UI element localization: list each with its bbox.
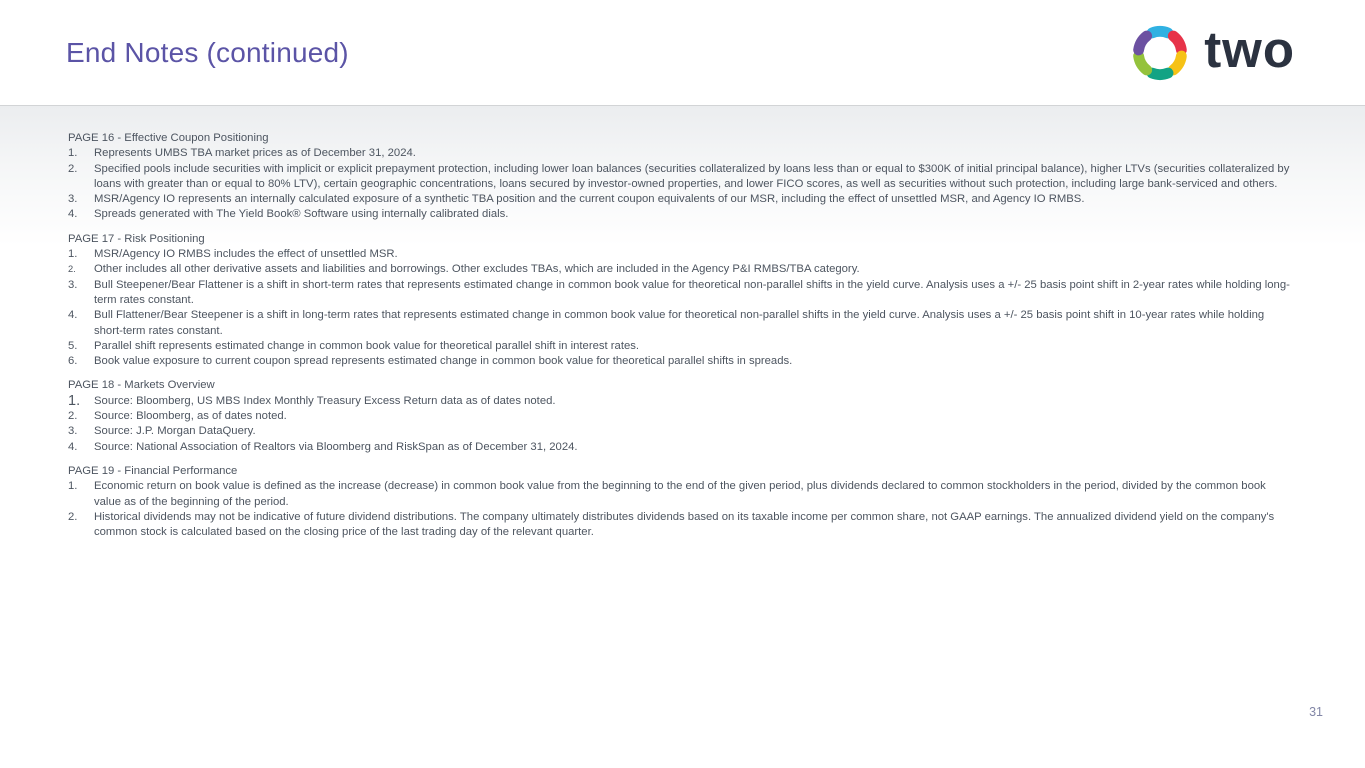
section-page-16 xyxy=(68,131,1293,223)
note-item xyxy=(68,354,1293,369)
note-item xyxy=(68,262,1293,277)
logo-wordmark: two xyxy=(1204,21,1295,78)
company-logo xyxy=(1124,17,1295,89)
slide-header xyxy=(0,0,1365,105)
note-text: Other includes all other derivative assets and liabilities and borrowings. Other excludes TBAs, which are included in the Agency P&I RMBS/TBA category. xyxy=(94,263,860,276)
note-item xyxy=(68,394,1293,409)
section-heading: PAGE 19 - Financial Performance xyxy=(68,464,238,477)
note-number: 2. xyxy=(68,264,76,275)
note-number: 1. xyxy=(68,147,78,160)
note-item xyxy=(68,162,1293,193)
note-item xyxy=(68,409,1293,424)
note-number: 1. xyxy=(68,248,78,261)
note-number: 4. xyxy=(68,309,78,322)
pinwheel-logo-icon xyxy=(1124,17,1196,89)
note-text: Source: Bloomberg, as of dates noted. xyxy=(94,410,287,423)
note-item xyxy=(68,247,1293,262)
note-item xyxy=(68,278,1293,309)
note-text: Spreads generated with The Yield Book® Software using internally calibrated dials. xyxy=(94,208,509,221)
note-text: Bull Flattener/Bear Steepener is a shift in long-term rates that represents estimated change in common book value for theoretical non-parallel shifts in the yield curve. Analysis uses a +/- 25 basis point shift in 10-year rates while holding short-term rates constant. xyxy=(94,309,1265,337)
note-item xyxy=(68,440,1293,455)
note-item xyxy=(68,192,1293,207)
note-number: 2. xyxy=(68,410,78,423)
section-heading: PAGE 17 - Risk Positioning xyxy=(68,232,205,245)
section-heading: PAGE 18 - Markets Overview xyxy=(68,379,215,392)
note-item xyxy=(68,479,1293,510)
note-text: Source: J.P. Morgan DataQuery. xyxy=(94,425,256,438)
note-item xyxy=(68,308,1293,339)
note-text: Bull Steepener/Bear Flattener is a shift in short-term rates that represents estimated change in common book value for theoretical non-parallel shifts in the yield curve. Analysis uses a +/- 25 basis point shift in 2-year rates while holding long-term rates constant. xyxy=(94,278,1290,306)
note-number: 4. xyxy=(68,440,78,453)
note-item xyxy=(68,207,1293,222)
note-item xyxy=(68,510,1293,541)
note-number: 1. xyxy=(68,480,78,493)
note-text: Historical dividends may not be indicative of future dividend distributions. The company ultimately distributes dividends based on its taxable income per common share, not GAAP earnings. The annualized dividend yield on the company's common stock is calculated based on the closing price of the last trading day of the relevant quarter. xyxy=(94,510,1275,539)
note-number: 6. xyxy=(68,355,78,368)
note-number: 2. xyxy=(68,510,78,523)
note-text: Source: Bloomberg, US MBS Index Monthly Treasury Excess Return data as of dates noted. xyxy=(94,394,556,407)
note-number: 2. xyxy=(68,162,78,175)
notes-body xyxy=(0,105,1365,768)
note-number: 3. xyxy=(68,193,78,206)
note-text: Represents UMBS TBA market prices as of December 31, 2024. xyxy=(94,147,416,160)
note-item xyxy=(68,424,1293,439)
note-text: MSR/Agency IO represents an internally calculated exposure of a synthetic TBA position and the current coupon equivalents of our MSR, including the effect of unsettled MSR, and Agency IO RMBS. xyxy=(94,193,1085,206)
section-page-19 xyxy=(68,464,1293,540)
note-item xyxy=(68,146,1293,161)
note-text: Source: National Association of Realtors via Bloomberg and RiskSpan as of December 31, 2024. xyxy=(94,440,578,453)
note-text: Economic return on book value is defined as the increase (decrease) in common book value from the beginning to the end of the given period, plus dividends declared to common stockholders in the period, divided by the common book value as of the beginning of the period. xyxy=(94,480,1266,508)
note-number: 3. xyxy=(68,425,78,438)
note-text: Parallel shift represents estimated change in common book value for theoretical parallel shift in interest rates. xyxy=(94,339,640,352)
section-heading: PAGE 16 - Effective Coupon Positioning xyxy=(68,132,269,144)
section-page-18 xyxy=(68,378,1293,454)
section-page-17 xyxy=(68,232,1293,370)
page-title: End Notes (continued) xyxy=(66,36,349,68)
note-text: Book value exposure to current coupon spread represents estimated change in common book value for theoretical parallel shifts in spreads. xyxy=(94,355,793,368)
note-item xyxy=(68,339,1293,354)
note-text: MSR/Agency IO RMBS includes the effect of unsettled MSR. xyxy=(94,248,398,261)
note-text: Specified pools include securities with implicit or explicit prepayment protection, including lower loan balances (securities collateralized by loans less than or equal to $300K of initial principal balance), higher LTVs (securities collateralized by loans with greater than or equal to 80% LTV), certain geographic concentrations, loans secured by investor-owned properties, and lower FICO scores, as well as securities without such protection, including large bank-serviced and others. xyxy=(94,162,1290,190)
note-number: 5. xyxy=(68,339,78,352)
note-number: 3. xyxy=(68,278,78,291)
note-number: 1. xyxy=(68,392,81,409)
note-number: 4. xyxy=(68,208,78,221)
page-number: 31 xyxy=(1309,705,1323,719)
